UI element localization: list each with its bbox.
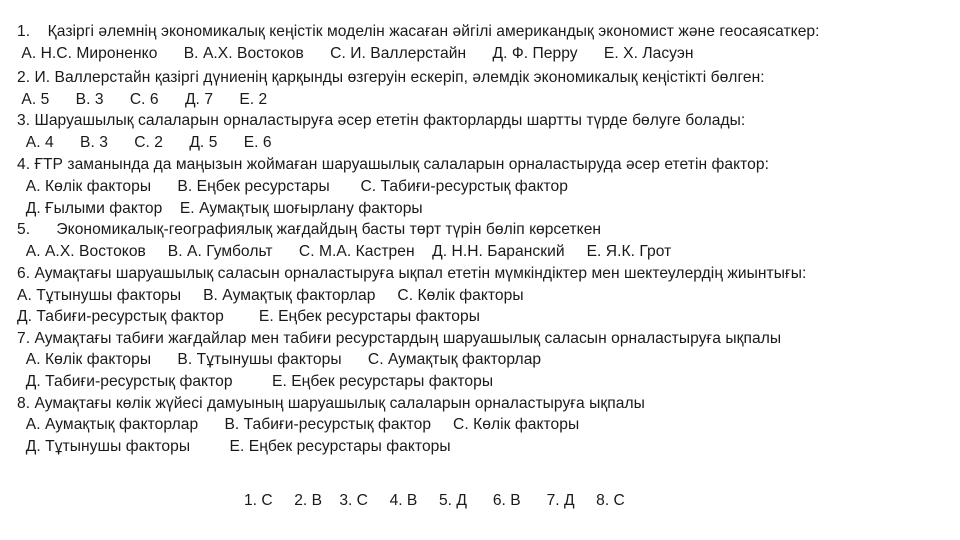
question-3: 3. Шаруашылық салаларын орналастыруға әсер ететін факторларды шартты түрде бөлуге болады: — [17, 112, 746, 129]
question-4-options-row-2: Д. Ғылыми фактор Е. Аумақтық шоғырлану факторы — [17, 200, 423, 217]
question-3-options: А. 4 В. 3 С. 2 Д. 5 Е. 6 — [17, 134, 272, 151]
question-5-options: А. А.Х. Востоков В. А. Гумбольт С. М.А. Кастрен Д. Н.Н. Баранский Е. Я.К. Грот — [17, 243, 672, 260]
question-4-options-row-1: А. Көлік факторы В. Еңбек ресурстары С. Табиғи-ресурстық фактор — [17, 178, 568, 195]
question-1: 1. Қазіргі әлемнің экономикалық кеңістік моделін жасаған әйгілі американдық экономист және геосаясаткер: — [17, 23, 820, 40]
question-6-options-row-1: А. Тұтынушы факторы В. Аумақтық факторлар С. Көлік факторы — [17, 287, 524, 304]
question-5: 5. Экономикалық-географиялық жағдайдың басты төрт түрін бөліп көрсеткен — [17, 221, 602, 238]
question-8-options-row-2: Д. Тұтынушы факторы Е. Еңбек ресурстары факторы — [17, 438, 451, 455]
question-1-options: А. Н.С. Мироненко В. А.Х. Востоков С. И. Валлерстайн Д. Ф. Перру Е. Х. Ласуэн — [17, 45, 694, 62]
question-8: 8. Аумақтағы көлік жүйесі дамуының шаруашылық салаларын орналастыруға ықпалы — [17, 395, 645, 412]
question-7-options-row-1: А. Көлік факторы В. Тұтынушы факторы С. Аумақтық факторлар — [17, 351, 542, 368]
question-8-options-row-1: А. Аумақтық факторлар В. Табиғи-ресурстық фактор С. Көлік факторы — [17, 416, 580, 433]
question-2-options: А. 5 В. 3 С. 6 Д. 7 Е. 2 — [17, 91, 268, 108]
question-2: 2. И. Валлерстайн қазіргі дүниенің қарқынды өзгеруін ескеріп, әлемдік экономикалық кеңістікті бөлген: — [17, 69, 765, 86]
question-6: 6. Аумақтағы шаруашылық саласын орналастыруға ықпал ететін мүмкіндіктер мен шектеулердің жиынтығы: — [17, 265, 807, 282]
question-4: 4. ҒТР заманында да маңызын жоймаған шаруашылық салаларын орналастыруда әсер ететін фактор: — [17, 156, 770, 173]
answer-key: 1. С 2. В 3. С 4. В 5. Д 6. В 7. Д 8. С — [244, 492, 625, 509]
question-7-options-row-2: Д. Табиғи-ресурстық фактор Е. Еңбек ресурстары факторы — [17, 373, 494, 390]
question-7: 7. Аумақтағы табиғи жағдайлар мен табиғи ресурстардың шаруашылық саласын орналастыруға ықпалы — [17, 330, 782, 347]
question-6-options-row-2: Д. Табиғи-ресурстық фактор Е. Еңбек ресурстары факторы — [17, 308, 480, 325]
